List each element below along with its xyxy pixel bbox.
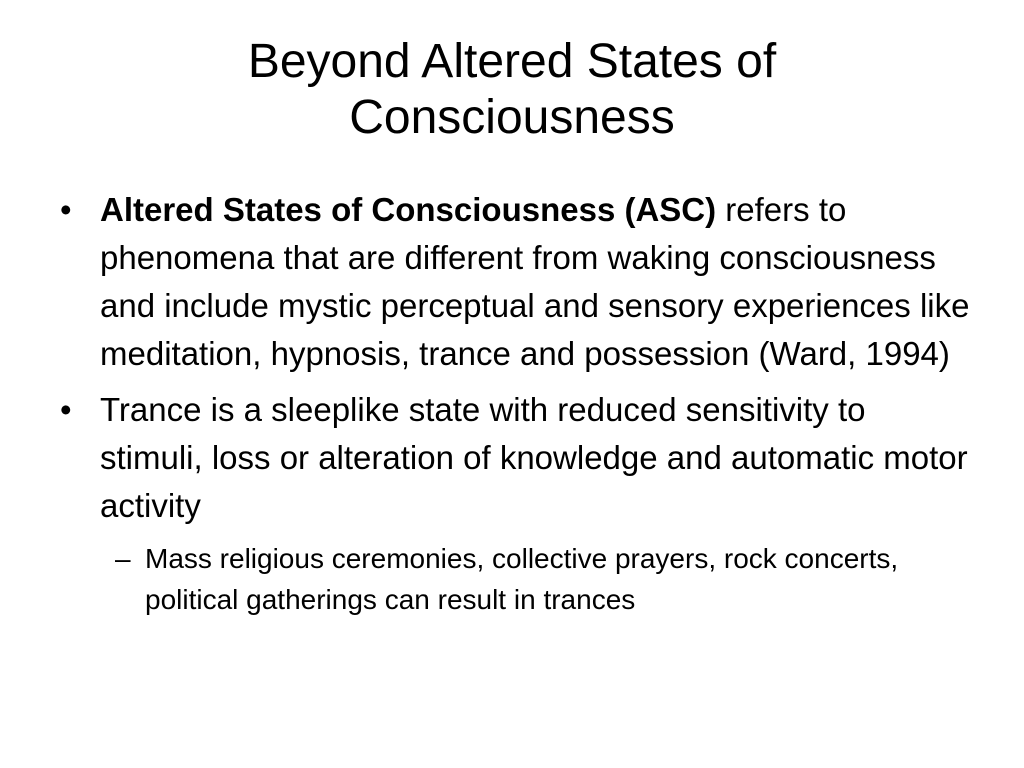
sub-bullet-text: Mass religious ceremonies, collective prayers, rock concerts, political gatherings can result in trances xyxy=(145,543,899,615)
sub-bullet-item xyxy=(60,538,970,620)
bullet-text: Trance is a sleeplike state with reduced sensitivity to stimuli, loss or alteration of knowledge and automatic motor activity xyxy=(100,391,968,524)
bullet-marker: • xyxy=(60,191,72,228)
bullet-bold-term: Altered States of Consciousness (ASC) xyxy=(100,191,717,228)
bullet-marker: • xyxy=(60,391,72,428)
slide-title-line-2: Consciousness xyxy=(349,91,675,144)
bullet-item xyxy=(60,186,970,378)
bullet-text: refers to phenomena that are different from waking consciousness and include mystic perceptual and sensory experiences like meditation, hypnosis, trance and possession (Ward, 1994) xyxy=(100,191,970,372)
slide-body xyxy=(60,186,970,620)
bullet-item xyxy=(60,386,970,530)
slide-title xyxy=(0,34,1024,146)
slide-title-line-1: Beyond Altered States of xyxy=(247,35,777,88)
sub-bullet-marker: – xyxy=(115,543,131,574)
